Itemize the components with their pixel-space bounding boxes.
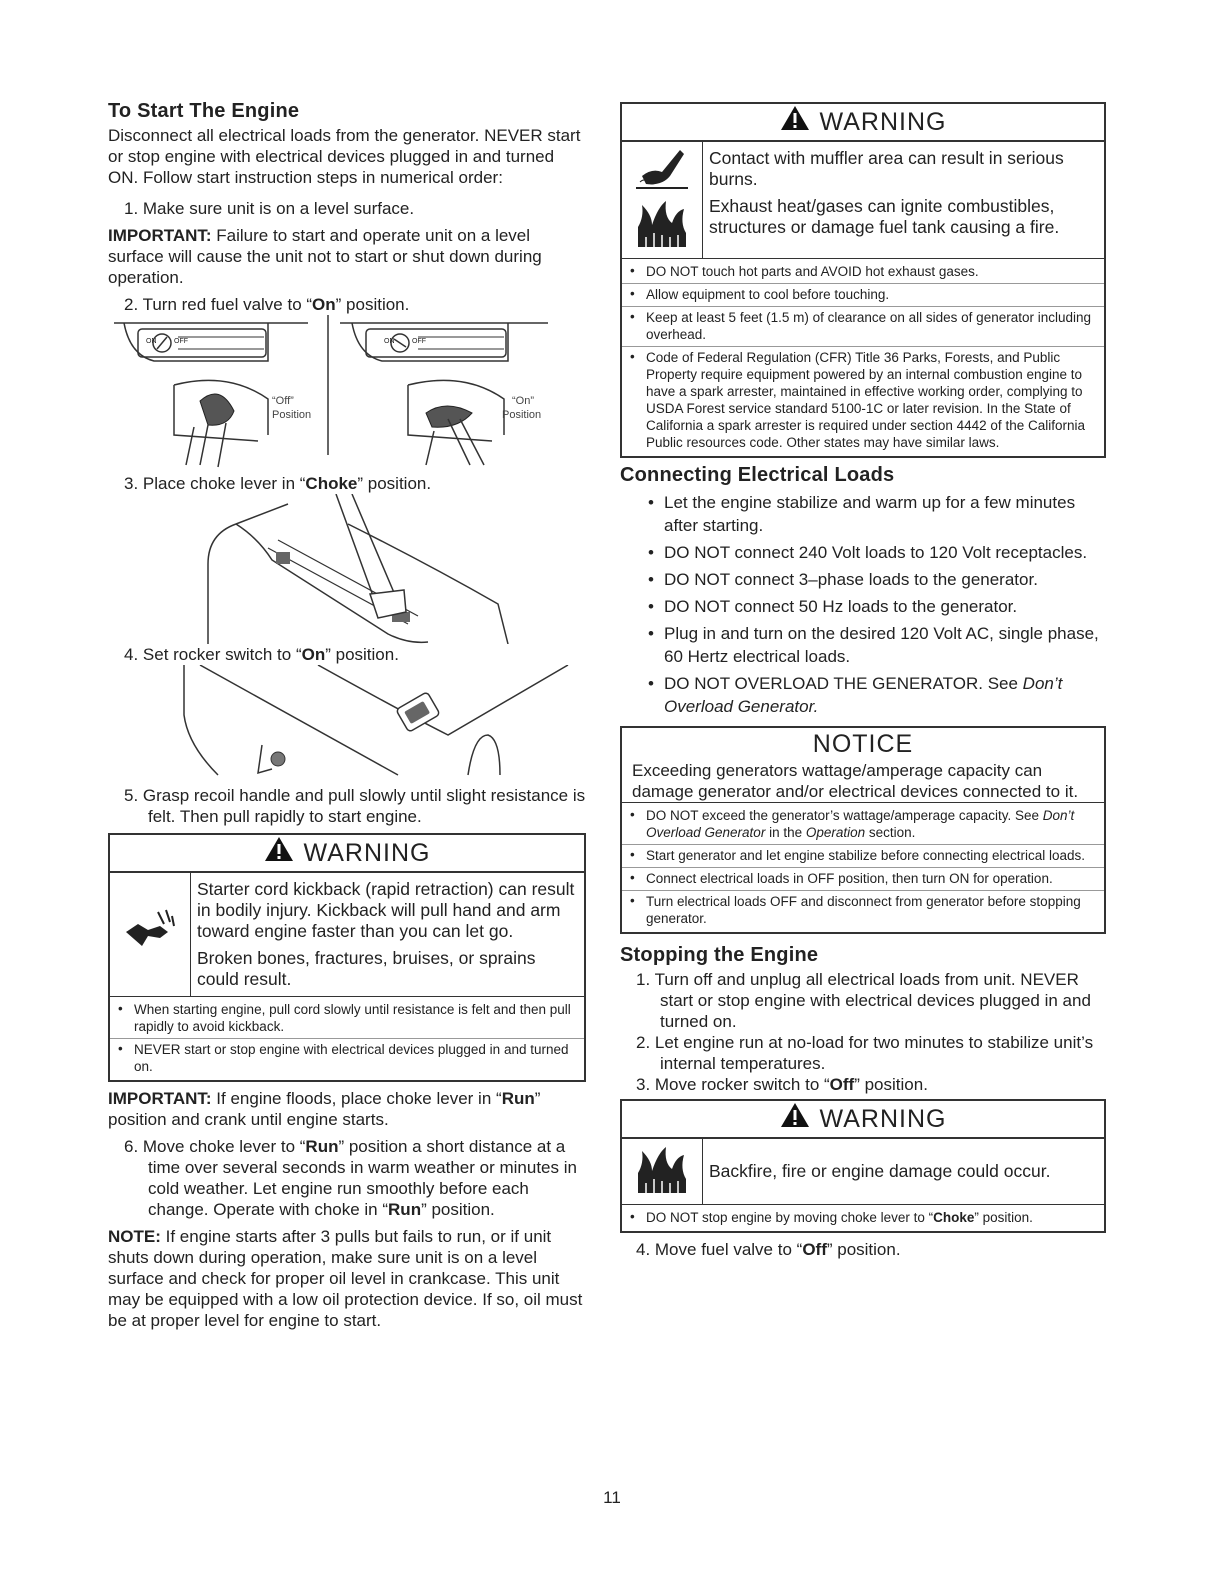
backfire-warning-bullets (622, 1205, 1104, 1231)
choke-illustration (108, 494, 586, 644)
kickback-warning-bullets (110, 997, 584, 1080)
notice-title: NOTICE (812, 730, 914, 758)
backfire-warning-title: WARNING (819, 1105, 947, 1133)
stop-step-4: 4. Move fuel valve to “Off” position. (636, 1240, 901, 1259)
muffler-warning-title-bar (622, 104, 1104, 142)
kickback-warning-text-2: Broken bones, fractures, bruises, or sprains could result. (197, 948, 536, 989)
notice-bullet: • DO NOT exceed the generator’s wattage/amperage capacity. See Don’t Overload Generator in the Operation section. (622, 805, 1104, 845)
stop-step-3: 3. Move rocker switch to “Off” position. (636, 1075, 928, 1094)
notice-bullets (622, 803, 1104, 932)
muffler-bullet: • DO NOT touch hot parts and AVOID hot exhaust gases. (622, 261, 1104, 284)
connecting-bullet: • Let the engine stabilize and warm up for a few minutes after starting. (620, 491, 1106, 537)
hot-surface-icon (632, 146, 692, 197)
important-level: IMPORTANT: Failure to start and operate unit on a level surface will cause the unit not to start or shut down during operation. (108, 226, 542, 287)
connecting-bullet: • DO NOT connect 50 Hz loads to the generator. (620, 595, 1106, 618)
warning-triangle-icon (780, 105, 810, 141)
backfire-warning-title-bar (622, 1101, 1104, 1139)
muffler-warning-text-2: Exhaust heat/gases can ignite combustibles, structures or damage fuel tank causing a fire. (709, 196, 1060, 237)
step-4: 4. Set rocker switch to “On” position. (124, 645, 399, 664)
kickback-warning-text (191, 873, 584, 996)
muffler-warning-title: WARNING (819, 108, 947, 136)
warning-triangle-icon (264, 836, 294, 872)
step-2: 2. Turn red fuel valve to “On” position. (124, 295, 410, 314)
connecting-bullet: • Plug in and turn on the desired 120 Volt AC, single phase, 60 Hertz electrical loads. (620, 622, 1106, 668)
fire-icon (632, 197, 692, 254)
start-intro: Disconnect all electrical loads from the generator. NEVER start or stop engine with electrical devices plugged in and turned ON. Follow start instruction steps in numerical order: (108, 126, 581, 187)
kickback-hand-icon (120, 902, 180, 967)
step-1: 1. Make sure unit is on a level surface. (124, 199, 415, 218)
on-position-label: “On” (512, 395, 534, 407)
off-position-label: “Off” (272, 395, 294, 407)
on-position-sub: Position (502, 409, 542, 421)
valve-on-label-right: ON (384, 338, 395, 345)
note: NOTE: If engine starts after 3 pulls but fails to run, or if unit shuts down during operation, make sure unit is on a level surface and check for proper oil level in crankcase. This unit may be equipped with a low oil protection device. If so, oil must be at proper level for engine to start. (108, 1227, 583, 1330)
notice-lead: Exceeding generators wattage/amperage capacity can damage generator and/or electrical devices connected to it. (622, 760, 1104, 803)
backfire-warning-text (703, 1139, 1104, 1204)
muffler-warning-body (622, 142, 1104, 259)
important-flood: IMPORTANT: If engine floods, place choke lever in “Run” position and crank until engine starts. (108, 1089, 541, 1129)
stopping-engine-heading: Stopping the Engine (620, 944, 819, 966)
kickback-bullet: • NEVER start or stop engine with electrical devices plugged in and turned on. (110, 1039, 584, 1078)
backfire-warning-text-1: Backfire, fire or engine damage could occur. (709, 1161, 1051, 1181)
off-position-sub: Position (272, 409, 312, 421)
start-engine-heading: To Start The Engine (108, 100, 300, 122)
connecting-bullet-overload: • DO NOT OVERLOAD THE GENERATOR. See Don’t Overload Generator. (620, 672, 1106, 718)
notice-bullet: • Start generator and let engine stabilize before connecting electrical loads. (622, 845, 1104, 868)
backfire-warning-body (622, 1139, 1104, 1205)
kickback-warning-title-bar (110, 835, 584, 873)
rocker-switch-drawing (108, 665, 586, 785)
muffler-warning-text (703, 142, 1104, 258)
fire-icon (632, 1143, 692, 1200)
valve-off-label-right: OFF (412, 338, 426, 345)
stop-step-2: 2. Let engine run at no-load for two minutes to stabilize unit’s internal temperatures. (636, 1033, 1094, 1073)
backfire-icon-cell (622, 1139, 703, 1204)
kickback-warning-body (110, 873, 584, 997)
step-3: 3. Place choke lever in “Choke” position. (124, 474, 432, 493)
muffler-warning-bullets (622, 259, 1104, 456)
fuel-valve-illustration (108, 315, 586, 473)
kickback-warning-box (108, 833, 586, 1082)
stop-step-1: 1. Turn off and unplug all electrical loads from unit. NEVER start or stop engine with electrical devices plugged in and turned on. (636, 970, 1091, 1031)
muffler-warning-text-1: Contact with muffler area can result in serious burns. (709, 148, 1064, 189)
kickback-icon-cell (110, 873, 191, 996)
page-number: 11 (603, 1488, 621, 1507)
kickback-warning-text-1: Starter cord kickback (rapid retraction) can result in bodily injury. Kickback will pull hand and arm toward engine faster than you can let go. (197, 879, 575, 941)
choke-drawing (108, 494, 586, 644)
connecting-bullet: • DO NOT connect 3–phase loads to the generator. (620, 568, 1106, 591)
notice-bullet: • Turn electrical loads OFF and disconnect from generator before stopping generator. (622, 891, 1104, 930)
warning-triangle-icon (780, 1102, 810, 1138)
kickback-warning-title: WARNING (303, 839, 431, 867)
connecting-loads-heading: Connecting Electrical Loads (620, 464, 895, 486)
muffler-icon-cell (622, 142, 703, 258)
muffler-warning-box (620, 102, 1106, 458)
step-6: 6. Move choke lever to “Run” position a short distance at a time over several seconds in warm weather or minutes in cold weather. Let engine run smoothly before each change. Operate with choke in “Run” position. (124, 1137, 577, 1219)
notice-box (620, 726, 1106, 934)
muffler-bullet: • Code of Federal Regulation (CFR) Title 36 Parks, Forests, and Public Property require equipment powered by an internal combustion engine to have a spark arrester, maintained in effective working order, complying to USDA Forest service standard 5100-1C or later revision. In the State of California a spark arrester is required under section 4442 of the California Public resources code. Other states may have similar laws. (622, 347, 1104, 454)
step-5: 5. Grasp recoil handle and pull slowly until slight resistance is felt. Then pull rapidly to start engine. (124, 786, 586, 826)
rocker-switch-illustration (108, 665, 586, 785)
left-column (108, 100, 586, 1331)
backfire-bullet: • DO NOT stop engine by moving choke lever to “Choke” position. (622, 1207, 1104, 1229)
backfire-warning-box (620, 1099, 1106, 1233)
notice-bullet: • Connect electrical loads in OFF position, then turn ON for operation. (622, 868, 1104, 891)
connecting-bullet: • DO NOT connect 240 Volt loads to 120 Volt receptacles. (620, 541, 1106, 564)
kickback-bullet: • When starting engine, pull cord slowly until resistance is felt and then pull rapidly to avoid kickback. (110, 999, 584, 1039)
muffler-bullet: • Keep at least 5 feet (1.5 m) of clearance on all sides of generator including overhead. (622, 307, 1104, 347)
muffler-bullet: • Allow equipment to cool before touching. (622, 284, 1104, 307)
valve-off-label-left: OFF (174, 338, 188, 345)
valve-on-label-left: ON (146, 338, 157, 345)
right-column (620, 102, 1106, 1260)
